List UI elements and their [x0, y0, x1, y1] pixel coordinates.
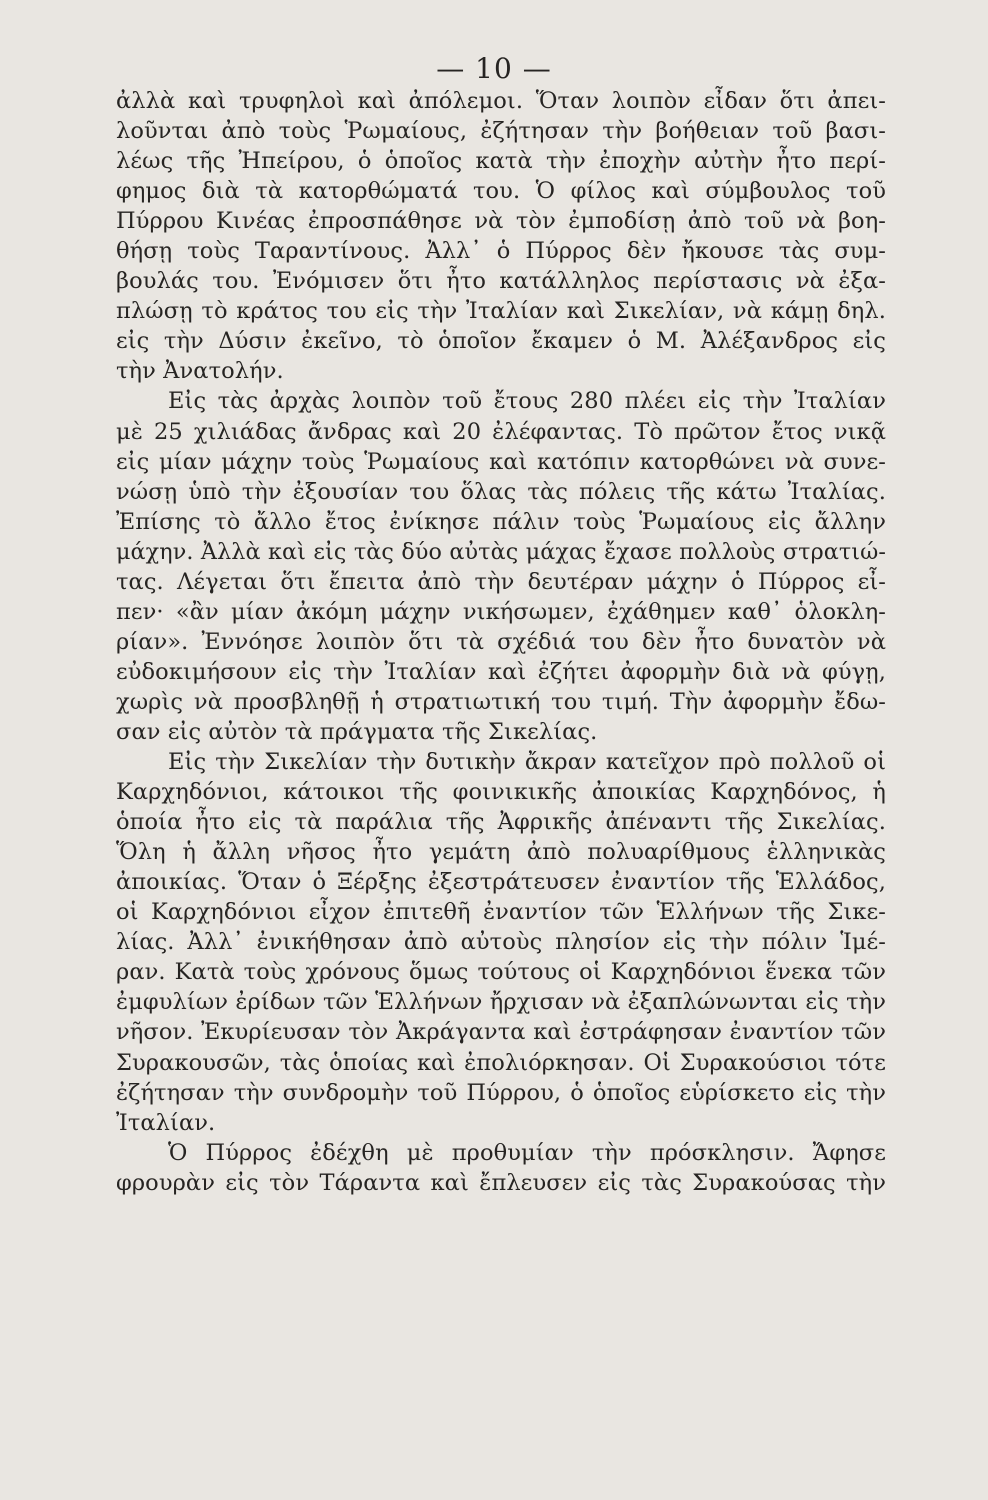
text-line: πλώσῃ τὸ κράτος του εἰς τὴν Ἰταλίαν καὶ Σικελίαν, νὰ κάμῃ δηλ.	[116, 298, 886, 325]
text-line: Ὁ Πύρρος ἐδέχθη μὲ προθυμίαν τὴν πρόσκλησιν. Ἄφησε	[168, 1139, 886, 1166]
text-line: Πύρρου Κινέας ἐπροσπάθησε νὰ τὸν ἐμποδίσῃ ἀπὸ τοῦ νὰ βοη-	[116, 208, 886, 235]
text-line: χωρὶς νὰ προσβληθῇ ἡ στρατιωτική του τιμή. Τὴν ἀφορμὴν ἔδω-	[116, 688, 886, 715]
text-line: μάχην. Ἀλλὰ καὶ εἰς τὰς δύο αὐτὰς μάχας ἔχασε πολλοὺς στρατιώ-	[116, 538, 886, 565]
text-line: ἀποικίας. Ὅταν ὁ Ξέρξης ἐξεστράτευσεν ἐναντίον τῆς Ἑλλάδος,	[116, 869, 886, 896]
text-line: ἀλλὰ καὶ τρυφηλοὶ καὶ ἀπόλεμοι. Ὅταν λοιπὸν εἶδαν ὅτι ἀπει-	[116, 88, 886, 114]
text-line: ραν. Κατὰ τοὺς χρόνους ὅμως τούτους οἱ Καρχηδόνιοι ἕνεκα τῶν	[116, 959, 886, 986]
text-line: εὐδοκιμήσουν εἰς τὴν Ἰταλίαν καὶ ἐζήτει ἀφορμὴν διὰ νὰ φύγῃ,	[116, 658, 886, 685]
text-line: λέως τῆς Ἠπείρου, ὁ ὁποῖος κατὰ τὴν ἐποχὴν αὐτὴν ἦτο περί-	[116, 148, 886, 175]
body-text	[116, 86, 886, 1198]
text-line: Συρακουσῶν, τὰς ὁποίας καὶ ἐπολιόρκησαν. Οἱ Συρακούσιοι τότε	[116, 1049, 886, 1076]
text-line: Εἰς τὰς ἀρχὰς λοιπὸν τοῦ ἔτους 280 πλέει εἰς τὴν Ἰταλίαν	[168, 388, 886, 415]
text-line: τὴν Ἀνατολήν.	[116, 358, 284, 385]
text-line: μὲ 25 χιλιάδας ἄνδρας καὶ 20 ἐλέφαντας. Τὸ πρῶτον ἔτος νικᾷ	[116, 418, 886, 445]
text-line: σαν εἰς αὐτὸν τὰ πράγματα τῆς Σικελίας.	[116, 718, 598, 745]
text-line: λίας. Ἀλλ᾽ ἐνικήθησαν ἀπὸ αὐτοὺς πλησίον εἰς τὴν πόλιν Ἱμέ-	[116, 929, 886, 956]
text-line: θήσῃ τοὺς Ταραντίνους. Ἀλλ᾽ ὁ Πύρρος δὲν ἤκουσε τὰς συμ-	[116, 238, 886, 265]
text-line: ὁποία ἦτο εἰς τὰ παράλια τῆς Ἀφρικῆς ἀπέναντι τῆς Σικελίας.	[116, 809, 886, 836]
text-line: Εἰς τὴν Σικελίαν τὴν δυτικὴν ἄκραν κατεῖχον πρὸ πολλοῦ οἱ	[168, 749, 886, 776]
text-line: εἰς τὴν Δύσιν ἐκεῖνο, τὸ ὁποῖον ἔκαμεν ὁ Μ. Ἀλέξανδρος εἰς	[116, 328, 886, 355]
text-line: πεν· «ἂν μίαν ἀκόμη μάχην νικήσωμεν, ἐχάθημεν καθ᾽ ὁλοκλη-	[116, 598, 886, 625]
text-line: Ἰταλίαν.	[116, 1109, 216, 1136]
text-line: Καρχηδόνιοι, κάτοικοι τῆς φοινικικῆς ἀποικίας Καρχηδόνος, ἡ	[116, 779, 886, 806]
text-line: οἱ Καρχηδόνιοι εἶχον ἐπιτεθῆ ἐναντίον τῶν Ἑλλήνων τῆς Σικε-	[116, 899, 886, 926]
text-line: νώσῃ ὑπὸ τὴν ἐξουσίαν του ὅλας τὰς πόλεις τῆς κάτω Ἰταλίας.	[116, 478, 886, 505]
text-line: Ὅλη ἡ ἄλλη νῆσος ἦτο γεμάτη ἀπὸ πολυαρίθμους ἑλληνικὰς	[116, 839, 886, 866]
text-line: εἰς μίαν μάχην τοὺς Ῥωμαίους καὶ κατόπιν κατορθώνει νὰ συνε-	[116, 448, 886, 475]
text-line: λοῦνται ἀπὸ τοὺς Ῥωμαίους, ἐζήτησαν τὴν βοήθειαν τοῦ βασι-	[116, 118, 886, 145]
text-line: βουλάς του. Ἐνόμισεν ὅτι ἦτο κατάλληλος περίστασις νὰ ἐξα-	[116, 268, 886, 295]
text-line: ρίαν». Ἐννόησε λοιπὸν ὅτι τὰ σχέδιά του δὲν ἦτο δυνατὸν νὰ	[116, 628, 886, 655]
text-line: ἐζήτησαν τὴν συνδρομὴν τοῦ Πύρρου, ὁ ὁποῖος εὑρίσκετο εἰς τὴν	[116, 1079, 886, 1106]
text-line: Ἐπίσης τὸ ἄλλο ἔτος ἐνίκησε πάλιν τοὺς Ῥωμαίους εἰς ἄλλην	[116, 508, 886, 535]
text-line: νῆσον. Ἐκυρίευσαν τὸν Ἀκράγαντα καὶ ἐστράφησαν ἐναντίον τῶν	[116, 1019, 886, 1046]
page-number: — 10 —	[436, 52, 552, 85]
text-line: ἐμφυλίων ἐρίδων τῶν Ἑλλήνων ἤρχισαν νὰ ἐξαπλώνωνται εἰς τὴν	[116, 989, 886, 1016]
text-line: τας. Λέγεται ὅτι ἔπειτα ἀπὸ τὴν δευτέραν μάχην ὁ Πύρρος εἶ-	[116, 568, 886, 595]
text-line: φημος διὰ τὰ κατορθώματά του. Ὁ φίλος καὶ σύμβουλος τοῦ	[116, 178, 886, 205]
text-line: φρουρὰν εἰς τὸν Τάραντα καὶ ἔπλευσεν εἰς τὰς Συρακούσας τὴν	[116, 1169, 886, 1196]
